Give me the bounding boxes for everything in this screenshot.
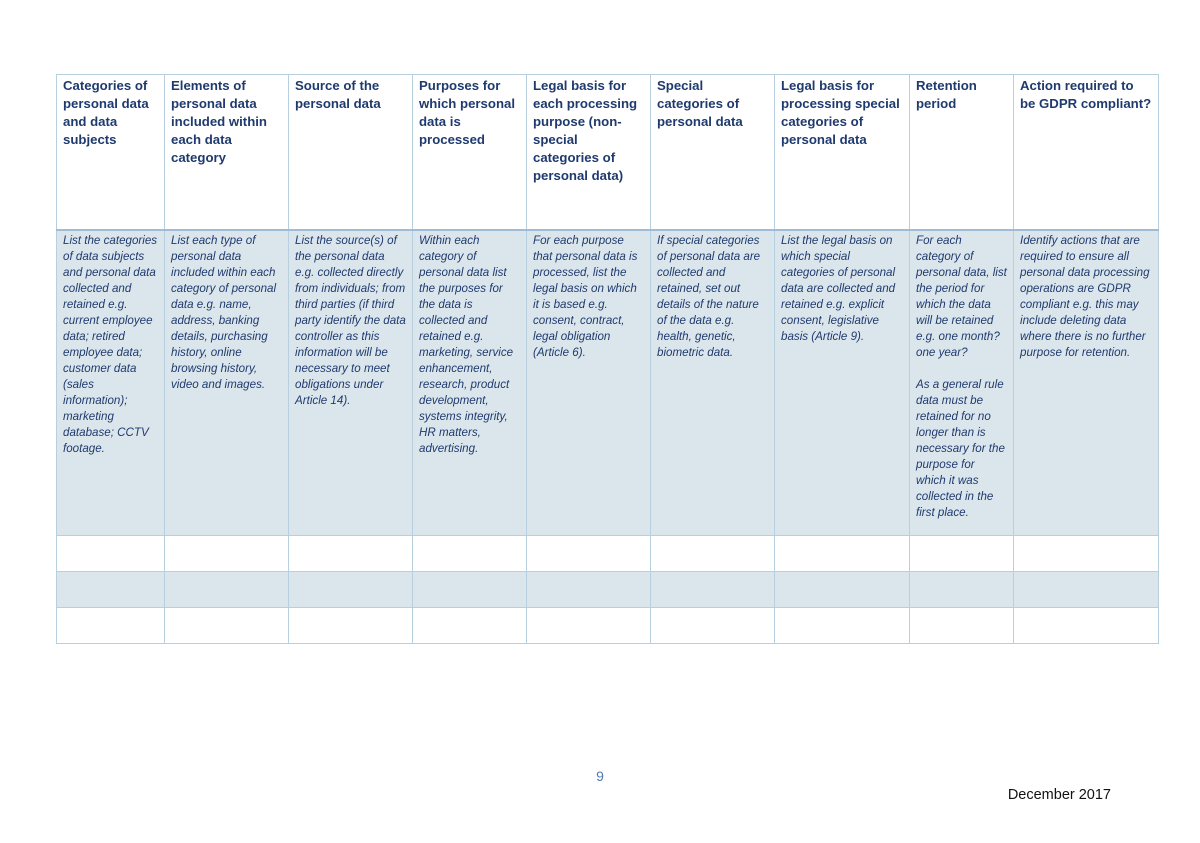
table-cell[interactable]	[910, 572, 1014, 608]
table-cell[interactable]	[57, 572, 165, 608]
table-cell[interactable]	[289, 572, 413, 608]
table-cell[interactable]	[910, 536, 1014, 572]
page-number: 9	[596, 768, 604, 784]
table-cell[interactable]	[651, 608, 775, 644]
guidance-retention-period	[910, 230, 1014, 536]
table-cell[interactable]	[165, 572, 289, 608]
gdpr-data-audit-table	[56, 74, 1159, 644]
table-cell[interactable]	[910, 608, 1014, 644]
table-cell[interactable]	[1014, 572, 1159, 608]
guidance-purposes: Within each category of personal data list the purposes for the data is collected and retained e.g. marketing, service enhancement, research, product development, systems integrity, HR matters, advertising.	[413, 230, 527, 536]
table-cell[interactable]	[413, 608, 527, 644]
table-cell[interactable]	[527, 572, 651, 608]
table-row	[57, 608, 1159, 644]
guidance-action-required: Identify actions that are required to ensure all personal data processing operations are GDPR compliant e.g. this may include deleting data where there is no further purpose for retention.	[1014, 230, 1159, 536]
table-guidance-row	[57, 230, 1159, 536]
table-cell[interactable]	[775, 536, 910, 572]
retention-general-rule: As a general rule data must be retained for no longer than is necessary for the purpose for which it was collected in the first place.	[916, 377, 1005, 519]
table-cell[interactable]	[651, 572, 775, 608]
table-cell[interactable]	[57, 536, 165, 572]
table-cell[interactable]	[775, 608, 910, 644]
header-categories: Categories of personal data and data subjects	[57, 75, 165, 230]
table-cell[interactable]	[165, 536, 289, 572]
table-cell[interactable]	[165, 608, 289, 644]
table-cell[interactable]	[1014, 536, 1159, 572]
header-special-categories: Special categories of personal data	[651, 75, 775, 230]
table-header-row	[57, 75, 1159, 230]
guidance-legal-basis-special: List the legal basis on which special categories of personal data are collected and retained e.g. explicit consent, legislative basis (Article 9).	[775, 230, 910, 536]
retention-guidance-text: For each category of personal data, list the period for which the data will be retained e.g. one month? one year?	[916, 233, 1007, 359]
table-cell[interactable]	[527, 536, 651, 572]
table-cell[interactable]	[651, 536, 775, 572]
header-action-required: Action required to be GDPR compliant?	[1014, 75, 1159, 230]
table-cell[interactable]	[413, 572, 527, 608]
table-cell[interactable]	[289, 536, 413, 572]
guidance-categories: List the categories of data subjects and personal data collected and retained e.g. current employee data; retired employee data; customer data (sales information); marketing database; CCTV footage.	[57, 230, 165, 536]
header-retention-period: Retention period	[910, 75, 1014, 230]
table-cell[interactable]	[775, 572, 910, 608]
guidance-source: List the source(s) of the personal data e.g. collected directly from individuals; from third parties (if third party identify the data controller as this information will be necessary to meet obligations under Article 14).	[289, 230, 413, 536]
table-cell[interactable]	[289, 608, 413, 644]
header-purposes: Purposes for which personal data is processed	[413, 75, 527, 230]
table-cell[interactable]	[527, 608, 651, 644]
footer-date: December 2017	[1007, 787, 1111, 803]
guidance-legal-basis: For each purpose that personal data is processed, list the legal basis on which it is based e.g. consent, contract, legal obligation (Article 6).	[527, 230, 651, 536]
guidance-special-categories: If special categories of personal data are collected and retained, set out details of the nature of the data e.g. health, genetic, biometric data.	[651, 230, 775, 536]
header-legal-basis: Legal basis for each processing purpose (non-special categories of personal data)	[527, 75, 651, 230]
header-elements: Elements of personal data included within each data category	[165, 75, 289, 230]
table-cell[interactable]	[57, 608, 165, 644]
table-cell[interactable]	[1014, 608, 1159, 644]
guidance-elements: List each type of personal data included within each category of personal data e.g. name, address, banking details, purchasing history, online browsing history, video and images.	[165, 230, 289, 536]
header-source: Source of the personal data	[289, 75, 413, 230]
table-row	[57, 572, 1159, 608]
table-row	[57, 536, 1159, 572]
header-legal-basis-special: Legal basis for processing special categories of personal data	[775, 75, 910, 230]
table-cell[interactable]	[413, 536, 527, 572]
